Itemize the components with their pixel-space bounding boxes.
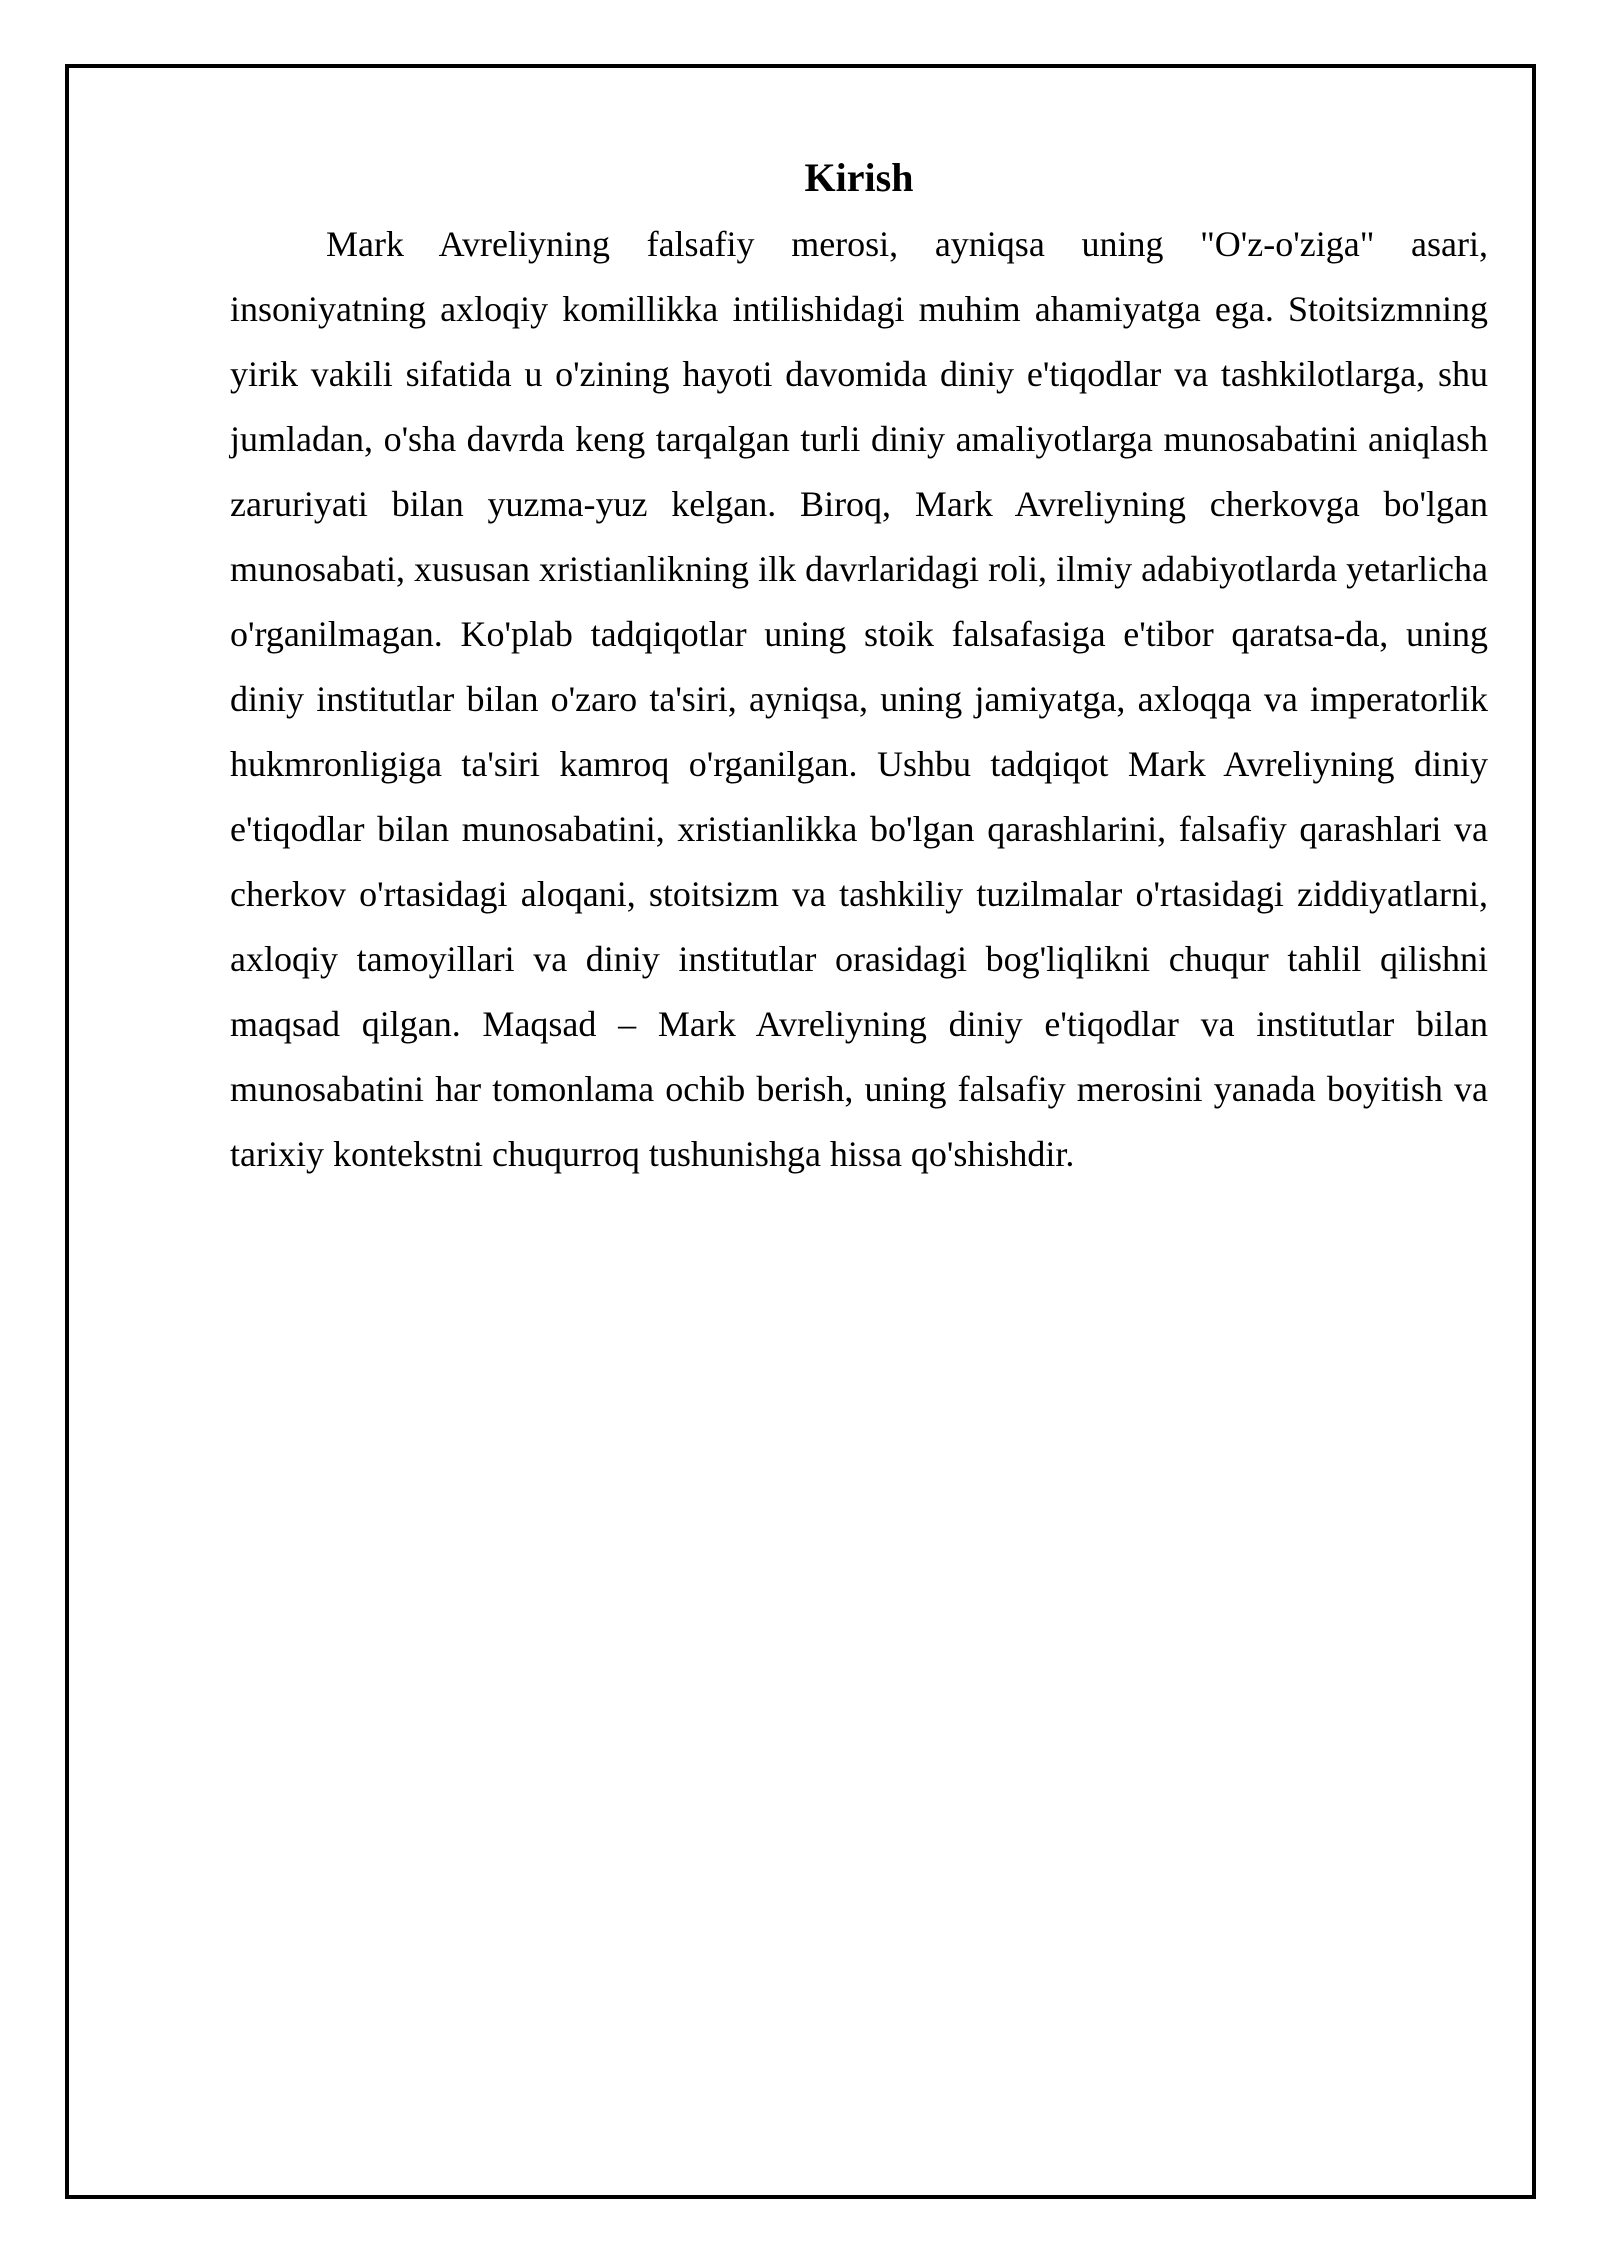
body-paragraph: Mark Avreliyning falsafiy merosi, ayniqsa uning "O'z-o'ziga" asari, insoniyatning axloqiy komillikka intilishidagi muhim ahamiyatga ega. Stoitsizmning yirik vakili sifatida u o'zining hayoti davomida diniy e'tiqodlar va tashkilotlarga, shu jumladan, o'sha davrda keng tarqalgan turli diniy amaliyotlarga munosabatini aniqlash zaruriyati bilan yuzma-yuz kelgan. Biroq, Mark Avreliyning cherkovga bo'lgan munosabati, xususan xristianlikning ilk davrlaridagi roli, ilmiy adabiyotlarda yetarlicha o'rganilmagan. Ko'plab tadqiqotlar uning stoik falsafasiga e'tibor qaratsa-da, uning diniy institutlar bilan o'zaro ta'siri, ayniqsa, uning jamiyatga, axloqqa va imperatorlik hukmronligiga ta'siri kamroq o'rganilgan. Ushbu tadqiqot Mark Avreliyning diniy e'tiqodlar bilan munosabatini, xristianlikka bo'lgan qarashlarini, falsafiy qarashlari va cherkov o'rtasidagi aloqani, stoitsizm va tashkiliy tuzilmalar o'rtasidagi ziddiyatlarni, axloqiy tamoyillari va diniy institutlar orasidagi bog'liqlikni chuqur tahlil qilishni maqsad qilgan. Maqsad – Mark Avreliyning diniy e'tiqodlar va institutlar bilan munosabatini har tomonlama ochib berish, uning falsafiy merosini yanada boyitish va tarixiy kontekstni chuqurroq tushunishga hissa qo'shishdir. bbox=[230, 224, 1488, 1174]
document-content bbox=[230, 150, 1488, 1187]
section-title: Kirish bbox=[804, 155, 914, 200]
